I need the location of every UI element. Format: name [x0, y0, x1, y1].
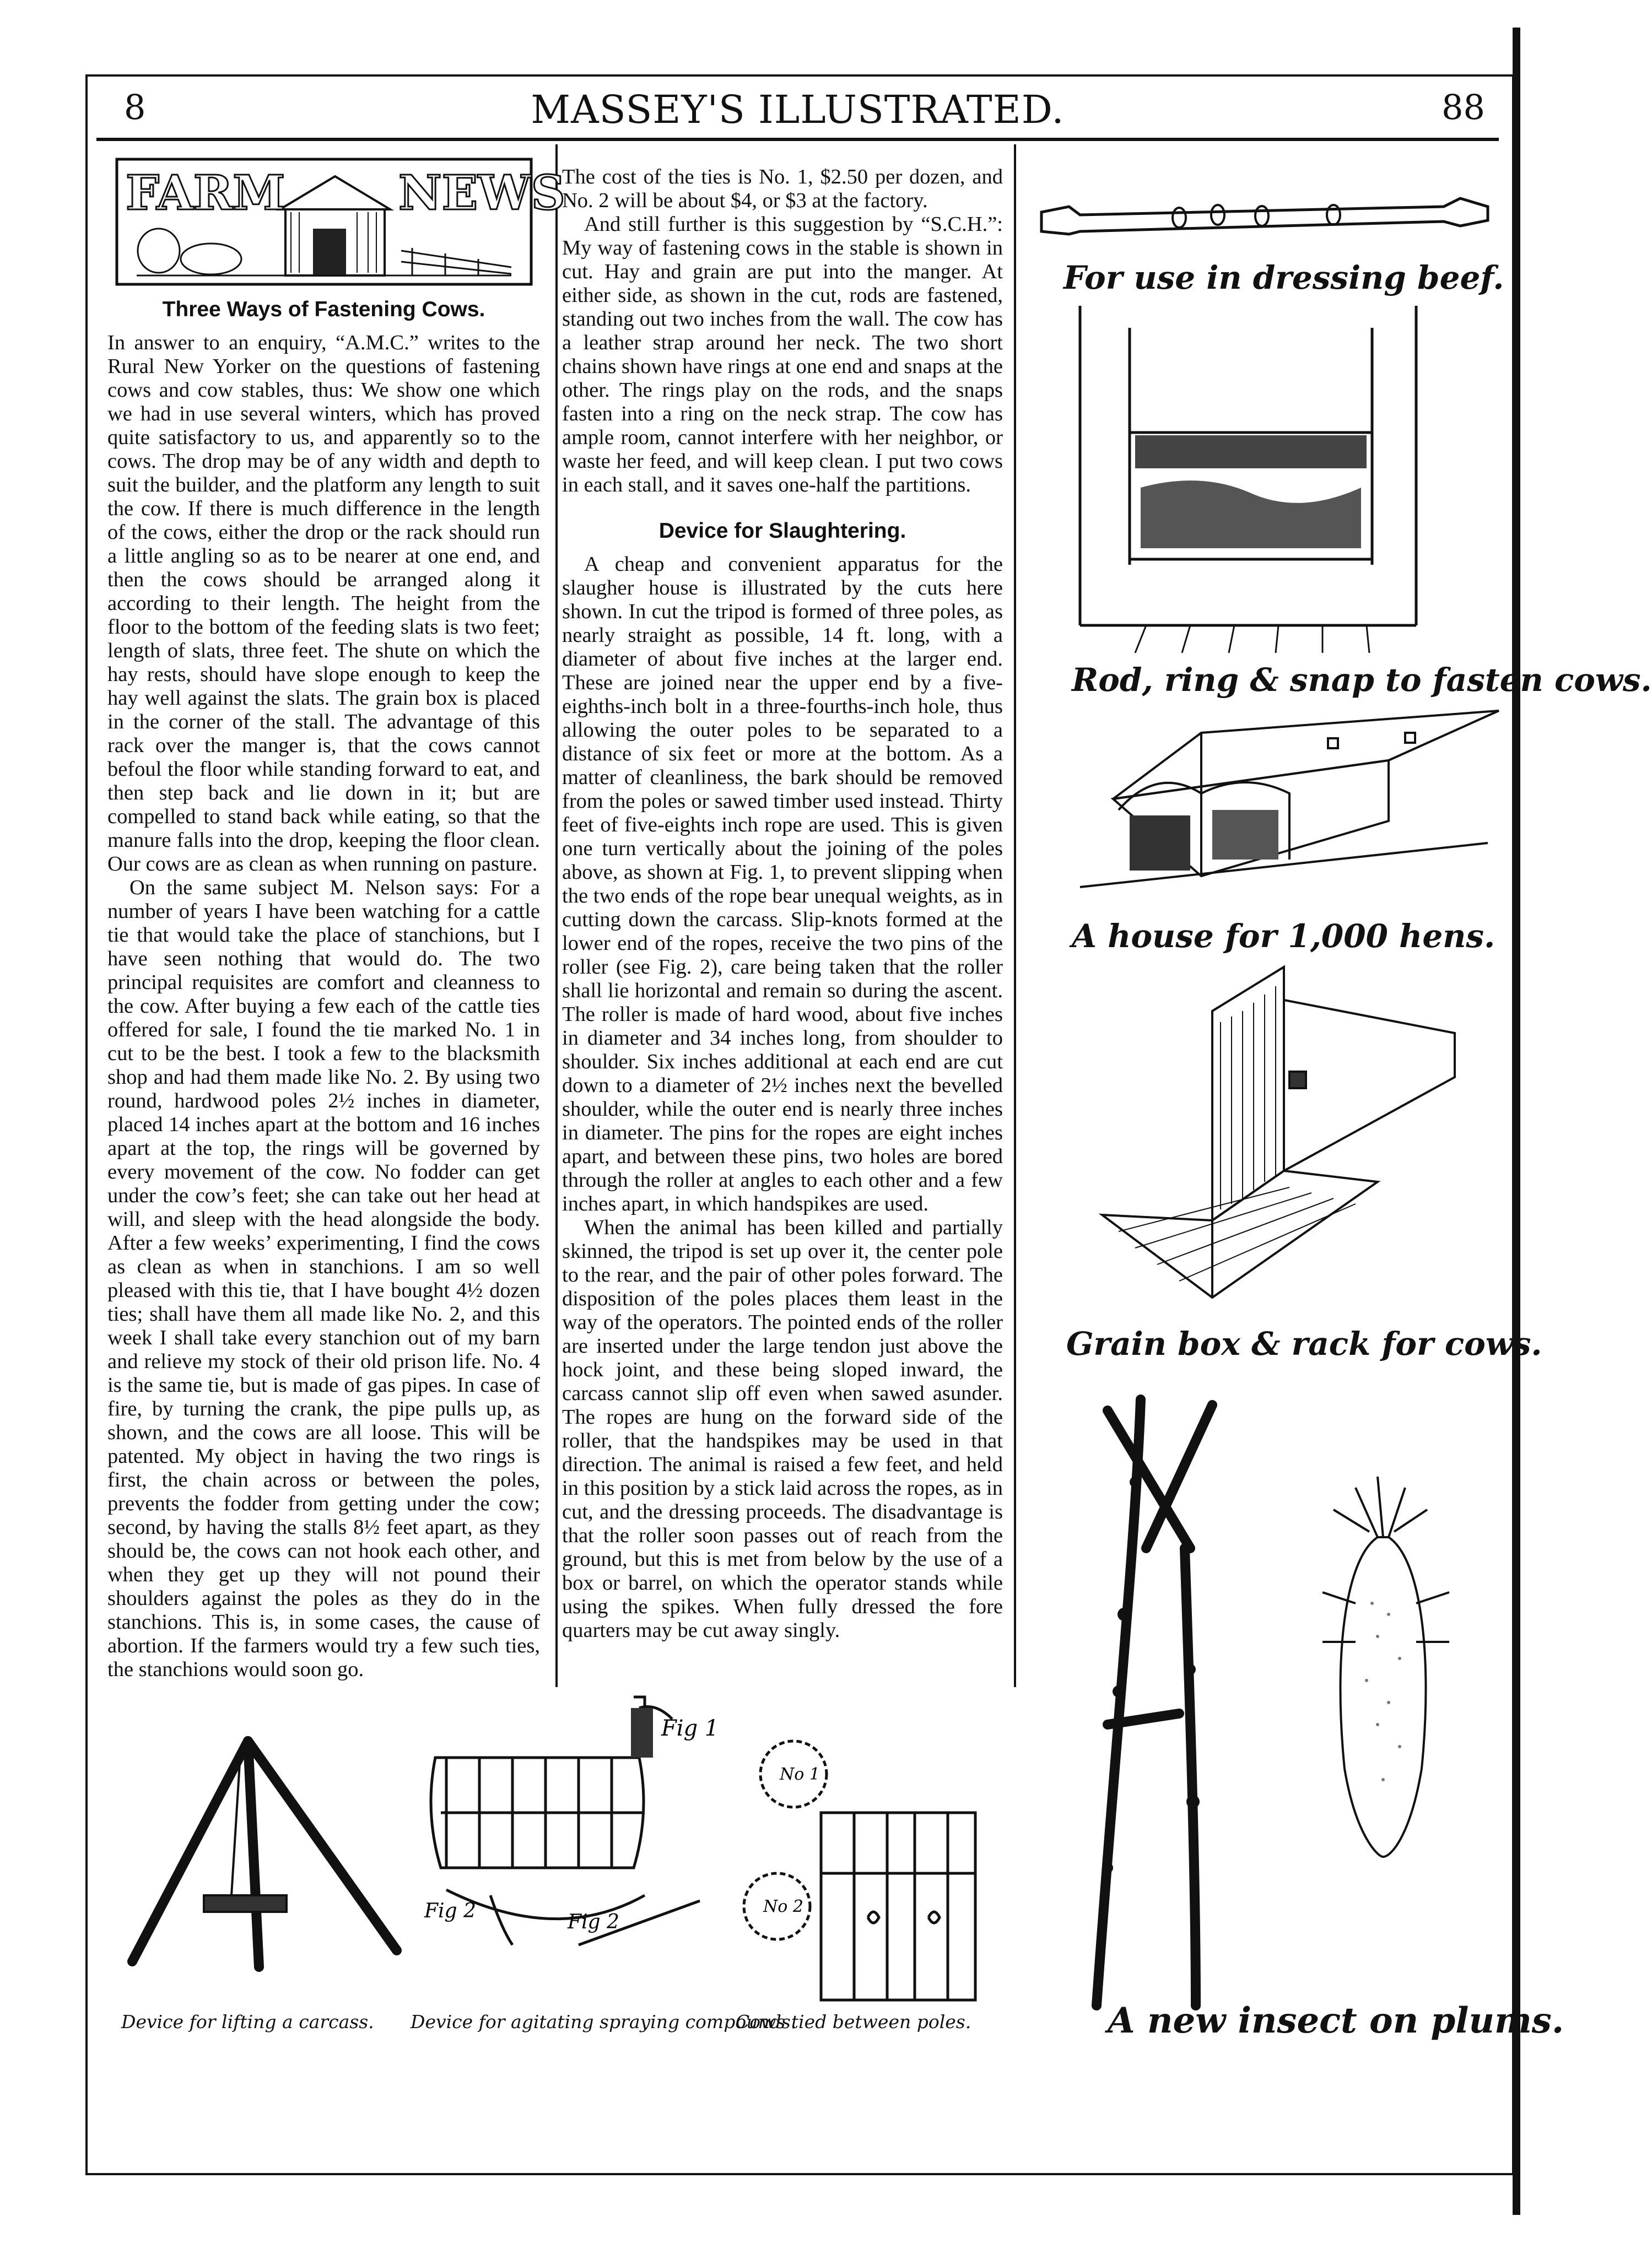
page-number-left: 8: [124, 87, 146, 127]
fig-label-no2: No 2: [763, 1897, 803, 1916]
right-margin-bar: [1513, 28, 1520, 2215]
fig-label-no1: No 1: [780, 1765, 820, 1784]
fig-label-1: Fig 1: [661, 1716, 719, 1741]
caption-insect: A new insect on plums.: [1108, 2000, 1564, 2041]
caption-cows-tied: Cows tied between poles.: [736, 2011, 971, 2033]
plum-insect-illustration: [1047, 1383, 1488, 2011]
article-paragraph: The cost of the ties is No. 1, $2.50 per dozen, and No. 2 will be about $4, or $3 at the factory.: [562, 165, 1003, 212]
roller-illustration: [1036, 182, 1493, 253]
spray-barrel-illustration: [413, 1686, 744, 2011]
article-paragraph: On the same subject M. Nelson says: For a number of years I have been watching for a cattle tie that would take the place of stanchions, but I have seen nothing that would do. The two principal requisites are comfort and cleanness to the cow. After buying a few each of the cattle ties offered for sale, I found the tie marked No. 1 in cut to be the best. I took a few to the blacksmith shop and had them made like No. 2. By using two round, hardwood poles 2½ inches in diameter, placed 14 inches apart at the bottom and 16 inches apart at the top, the rings will be governed by every movement of the cow. No fodder can get under the cow’s feet; she can take out her head at will, and sleep with the head alongside the body. After a few weeks’ experimenting, I find the cows as clean as when in stanchions. I am so well pleased with this tie, that I have bought 4½ dozen ties; shall have them all made like No. 2, and this week I shall take every stanchion out of my barn and relieve my stock of their old prison life. No. 4 is the same tie, but is made of gas pipes. In case of fire, by turning the crank, the pipe pulls up, as shown, and the cows are all loose. This will be patented. My object in having the two rings is first, the chain across or between the poles, prevents the fodder from getting under the cow; second, by having the stalls 8½ feet apart, as they should be, the cows can not hook each other, and when they get up they will not pound their shoulders against the poles as they do in the stanchions. This is, in some cases, the cause of abortion. If the farmers would try a few such ties, the stanchions would soon go.: [107, 876, 540, 1681]
caption-tripod: Device for lifting a carcass.: [121, 2011, 374, 2033]
column-rule-2: [1014, 144, 1016, 1687]
article-heading-fastening-cows: Three Ways of Fastening Cows.: [162, 298, 485, 321]
column-rule-1: [555, 144, 558, 1687]
fig-label-2a: Fig 2: [424, 1900, 476, 1922]
caption-rod-ring: Rod, ring & snap to fasten cows.: [1072, 661, 1652, 699]
fig-label-2b: Fig 2: [568, 1911, 619, 1933]
column-1: [107, 157, 565, 1682]
masthead-word-farm: FARM: [125, 165, 285, 221]
farm-news-masthead: [115, 157, 565, 287]
article-paragraph: In answer to an enquiry, “A.M.C.” writes to the Rural New Yorker on the questions of fastening cows and cow stables, thus: We show one which we had in use several winters, which has proved quite satisfactory to us, and apparently so to the cows. The drop may be of any width and depth to suit the builder, and the platform any length to suit the cow. If there is much difference in the length of the cows, either the drop or the rack should run a little angling so as to be nearer at one end, and then the cows should be arranged along it according to their length. The height from the floor to the bottom of the feeding slats is two feet; length of slats, three feet. The shute on which the hay rests, should have slope enough to keep the hay well against the slats. The grain box is placed in the corner of the stall. The advantage of this rack over the manger is, that the cows cannot befoul the floor while standing forward to eat, and then step back and lie down in it; but are compelled to stand back while eating, so that the manure falls into the drop, keeping the floor clean. Our cows are as clean as when running on pasture.: [107, 331, 540, 875]
page-header: [96, 83, 1499, 138]
cow-ties-illustration: [727, 1730, 986, 2006]
page-number-right: 88: [1442, 87, 1485, 127]
hen-house-illustration: [1080, 700, 1504, 909]
caption-roller: For use in dressing beef.: [1063, 259, 1504, 296]
caption-barrel: Device for agitating spraying compounds.: [411, 2011, 797, 2033]
column-2: [562, 165, 1003, 1642]
caption-grain-box: Grain box & rack for cows.: [1066, 1325, 1542, 1363]
masthead-word-news: NEWS: [398, 165, 565, 221]
publication-title: MASSEY'S ILLUSTRATED.: [531, 87, 1065, 132]
header-rule: [96, 138, 1499, 141]
article-paragraph: When the animal has been killed and partially skinned, the tripod is set up over it, the center pole to the rear, and the pair of other poles forward. The disposition of the poles places them least in the way of the operators. The pointed ends of the roller are inserted under the large tendon just above the hock joint, and these being sloped inward, the carcass cannot slip off even when sawed asunder. The ropes are hung on the forward side of the roller, that the handspikes may be used in that direction. The animal is raised a few feet, and held in this position by a stick laid across the ropes, as in cut, and the dressing proceeds. The disadvantage is that the roller soon passes out of reach from the ground, but this is met from below by the use of a box or barrel, on which the operator stands while using the spikes. When fully dressed the fore quarters may be cut away singly.: [562, 1216, 1003, 1642]
stall-rod-ring-illustration: [1063, 306, 1444, 653]
article-paragraph: A cheap and convenient apparatus for the slaugher house is illustrated by the cuts here shown. In cut the tripod is formed of three poles, as nearly straight as possible, 14 ft. long, with a diameter of about five inches at the larger end. These are joined near the upper end by a five-eighths-inch bolt in a three-fourths-inch hole, thus allowing the outer poles to be separated to a distance of six feet or more at the bottom. As a matter of cleanliness, the bark should be removed from the poles or sawed timber used instead. Thirty feet of five-eights inch rope are used. This is given one turn vertically about the joining of the poles above, as shown at Fig. 1, to prevent slipping when the two ends of the rope bear unequal weights, as in cutting down the carcass. Slip-knots formed at the lower end of the ropes, receive the two pins of the roller (see Fig. 2), care being taken that the roller shall lie horizontal and remain so during the ascent. The roller is made of hard wood, about five inches in diameter and 34 inches long, from shoulder to shoulder. Six inches additional at each end are cut down to a diameter of 2½ inches next the bevelled shoulder, while the outer end is nearly three inches in diameter. The pins for the ropes are eight inches apart, and between these pins, two holes are bored through the roller at angles to each other and a few inches apart, in which handspikes are used.: [562, 553, 1003, 1215]
tripod-illustration: [121, 1730, 402, 1978]
article-paragraph: And still further is this suggestion by “S.C.H.”: My way of fastening cows in the stable is shown in cut. Hay and grain are put into the manger. At either side, as shown in the cut, rods are fastened, standing out two inches from the wall. The cow has a leather strap around her neck. The two short chains shown have rings at one end and snaps at the other. The rings play on the rods, and the snaps fasten into a ring on the neck strap. The cow has ample room, cannot interfere with her neighbor, or waste her feed, and will keep clean. I put two cows in each stall, and it saves one-half the partitions.: [562, 213, 1003, 496]
article-heading-slaughtering: Device for Slaughtering.: [658, 519, 906, 543]
caption-hen-house: A house for 1,000 hens.: [1072, 917, 1496, 955]
grain-box-rack-illustration: [1102, 967, 1488, 1320]
